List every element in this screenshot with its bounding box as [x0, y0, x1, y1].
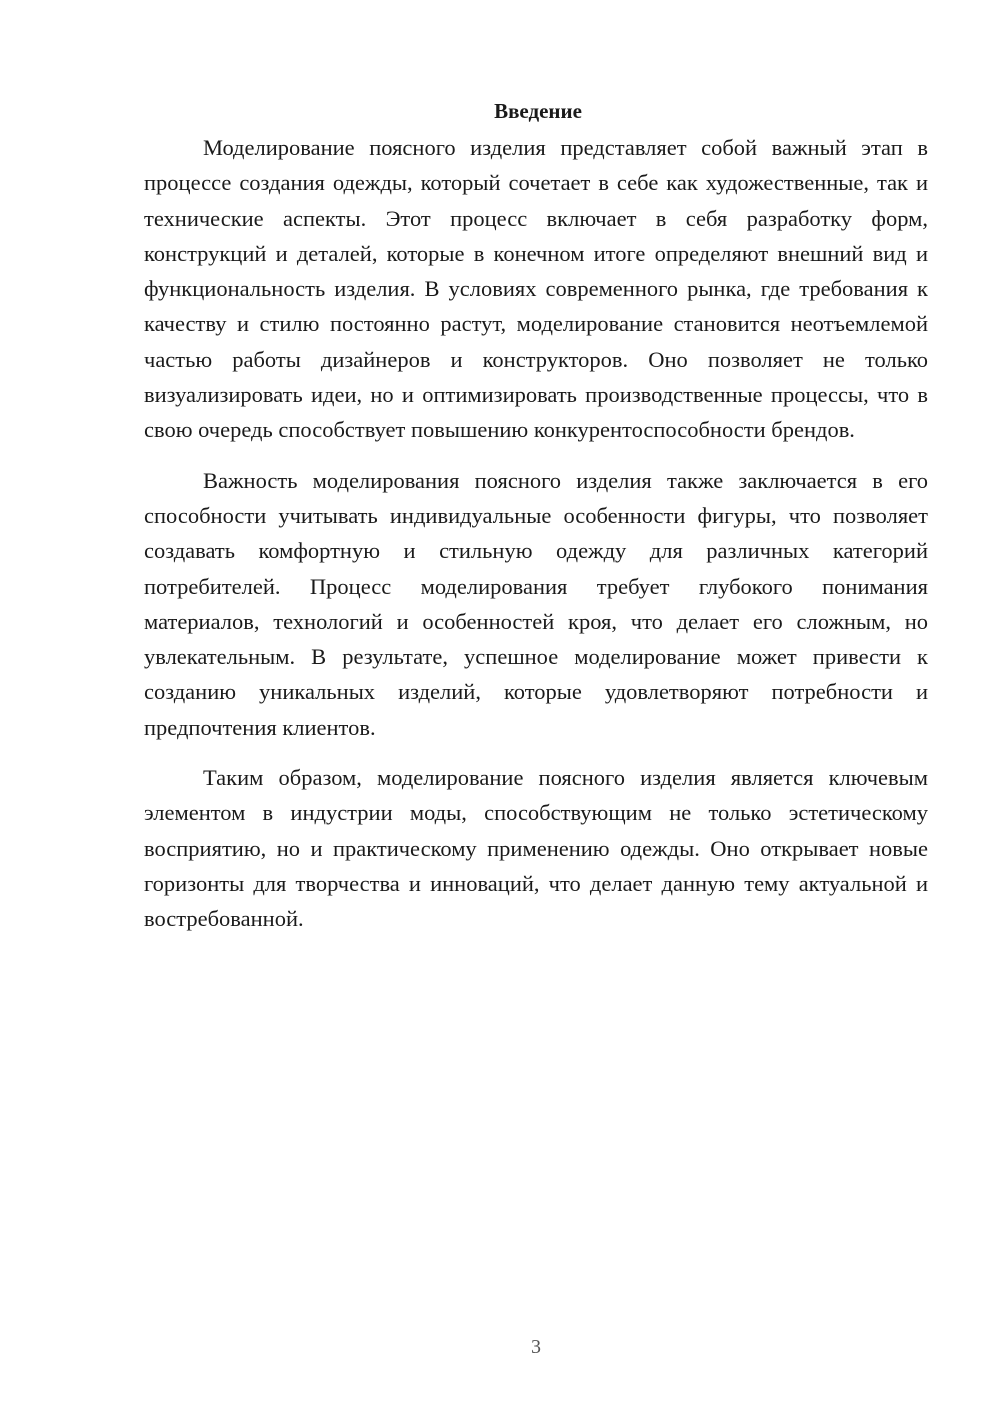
paragraph-1: Моделирование поясного изделия представляет собой важный этап в процессе создания одежды, который сочетает в себе как художественные, так и технические аспекты. Этот процесс включает в себя разработку форм, конструкций и деталей, которые в конечном итоге определяют внешний вид и функциональность изделия. В условиях современного рынка, где требования к качеству и стилю постоянно растут, моделирование становится неотъемлемой частью работы дизайнеров и конструкторов. Оно позволяет не только визуализировать идеи, но и оптимизировать производственные процессы, что в свою очередь способствует повышению конкурентоспособности брендов. [144, 135, 928, 443]
page-number: 3 [531, 1336, 541, 1358]
paragraph-3: Таким образом, моделирование поясного изделия является ключевым элементом в индустрии моды, способствующим не только эстетическому восприятию, но и практическому применению одежды. Оно открывает новые горизонты для творчества и инноваций, что делает данную тему актуальной и востребованной. [144, 765, 928, 932]
page-content [144, 96, 928, 952]
paragraph-2: Важность моделирования поясного изделия также заключается в его способности учитывать индивидуальные особенности фигуры, что позволяет создавать комфортную и стильную одежду для различных категорий потребителей. Процесс моделирования требует глубокого понимания материалов, технологий и особенностей кроя, что делает его сложным, но увлекательным. В результате, успешное моделирование может привести к созданию уникальных изделий, которые удовлетворяют потребности и предпочтения клиентов. [144, 467, 928, 740]
page-title: Введение [494, 99, 582, 123]
